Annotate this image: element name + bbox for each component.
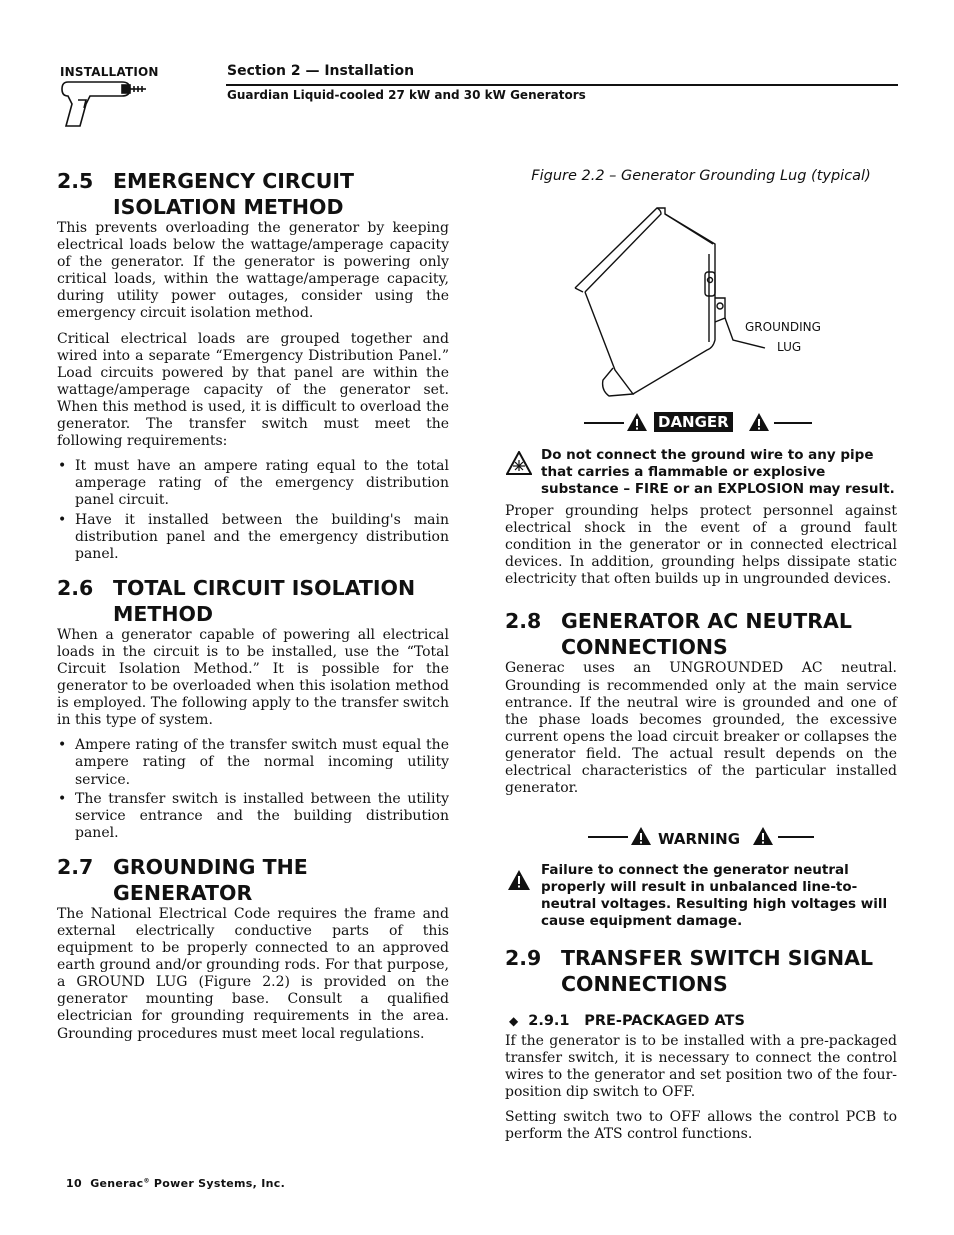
list-item: • Ampere rating of the transfer switch must equal the ampere rating of the normal incoming utility service. xyxy=(58,737,449,788)
warning-label: WARNING xyxy=(658,830,741,848)
danger-text: Do not connect the ground wire to any pipe that carries a flammable or explosive substance – FIRE or an EXPLOSION may result. xyxy=(541,447,895,497)
paragraph: Generac uses an UNGROUNDED AC neutral. Grounding is recommended only at the main service entrance. If the neutral wire is grounded and one of the phase loads becomes grounded, the excessive current opens the load circuit breaker or collapses the generator field. The actual result depends on the electrical characteristics of the particular installed generator. xyxy=(505,660,897,797)
warning-triangle-icon xyxy=(626,412,648,432)
lug-label: LUG xyxy=(777,340,802,354)
heading-2-9-1: ◆ 2.9.1 PRE-PACKAGED ATS xyxy=(509,1013,745,1029)
list-item: • It must have an ampere rating equal to the total amperage rating of the emergency distribution panel circuit. xyxy=(58,458,449,509)
left-column xyxy=(57,168,449,1043)
grounding-lug-figure xyxy=(565,200,835,405)
installation-tab-label: INSTALLATION xyxy=(60,65,159,79)
bullet-list xyxy=(57,458,449,563)
right-body-1 xyxy=(505,503,897,797)
warning-text: Failure to connect the generator neutral properly will result in unbalanced line-to-neutral voltages. Resulting high voltages will cause equipment damage. xyxy=(541,862,888,929)
section-title: Section 2 — Installation xyxy=(227,63,415,79)
danger-label: DANGER xyxy=(654,412,733,432)
explosion-hazard-icon xyxy=(506,451,532,475)
paragraph: Proper grounding helps protect personnel against electrical shock in the event of a ground fault condition in the generator or in connected electrical devices. In addition, grounding helps dissipate static electricity that often builds up in ungrounded devices. xyxy=(505,503,897,588)
right-body-2 xyxy=(505,945,897,1144)
page-number: 10 xyxy=(66,1177,82,1190)
warning-triangle-icon xyxy=(630,826,652,846)
warning-triangle-icon xyxy=(507,869,531,891)
warning-banner xyxy=(588,825,816,849)
footer-company-suffix: Power Systems, Inc. xyxy=(153,1177,286,1190)
paragraph: Setting switch two to OFF allows the control PCB to perform the ATS control functions. xyxy=(505,1109,897,1143)
registered-mark: ® xyxy=(143,1177,150,1185)
document-subtitle: Guardian Liquid-cooled 27 kW and 30 kW Generators xyxy=(227,88,586,102)
diamond-bullet-icon: ◆ xyxy=(509,1014,519,1028)
header-rule xyxy=(226,84,898,86)
grounding-label: GROUNDING xyxy=(745,320,821,334)
danger-banner xyxy=(584,411,812,435)
heading-2-8: 2.8 GENERATOR AC NEUTRAL CONNECTIONS xyxy=(505,609,852,660)
heading-2-7: 2.7 GROUNDING THE GENERATOR xyxy=(57,854,308,905)
list-item: • Have it installed between the building's main distribution panel and the emergency distribution panel. xyxy=(58,511,449,562)
paragraph: This prevents overloading the generator by keeping electrical loads below the wattage/amperage capacity of the generator. If the generator is powering only critical loads, within the wattage/amperage capacity, during utility power outages, consider using the emergency circuit isolation method. xyxy=(57,220,449,322)
paragraph: The National Electrical Code requires the frame and external electrically conductive parts of this equipment to be properly connected to an approved earth ground and/or grounding rods. For that purpose, a GROUND LUG (Figure 2.2) is provided on the generator mounting base. Consult a qualified electrician for grounding requirements in the area. Grounding procedures must meet local regulations. xyxy=(57,905,449,1042)
heading-2-9: 2.9 TRANSFER SWITCH SIGNAL CONNECTIONS xyxy=(505,946,874,996)
heading-2-5: 2.5 EMERGENCY CIRCUIT ISOLATION METHOD xyxy=(57,169,354,219)
footer-company: Generac xyxy=(90,1177,144,1190)
page-footer xyxy=(66,1177,285,1190)
drill-icon xyxy=(60,78,150,130)
figure-caption: Figure 2.2 – Generator Grounding Lug (typical) xyxy=(531,168,871,184)
paragraph: When a generator capable of powering all electrical loads in the circuit is to be installed, use the “Total Circuit Isolation Method.” It is possible for the generator to be overloaded when this isolation method is employed. The following apply to the transfer switch in this type of system. xyxy=(57,626,449,729)
list-item: • The transfer switch is installed between the utility service entrance and the building distribution panel. xyxy=(58,790,449,841)
warning-triangle-icon xyxy=(748,412,770,432)
paragraph: If the generator is to be installed with a pre-packaged transfer switch, it is necessary to connect the control wires to the generator and set position two of the four-position dip switch to OFF. xyxy=(505,1033,897,1101)
warning-triangle-icon xyxy=(752,826,774,846)
paragraph: Critical electrical loads are grouped together and wired into a separate “Emergency Distribution Panel.” Load circuits powered by that panel are within the wattage/amperage capacity of the generator set. When this method is used, it is difficult to overload the generator. The transfer switch must meet the following requirements: xyxy=(57,330,449,450)
bullet-list xyxy=(57,737,449,842)
heading-2-6: 2.6 TOTAL CIRCUIT ISOLATION METHOD xyxy=(57,575,416,626)
